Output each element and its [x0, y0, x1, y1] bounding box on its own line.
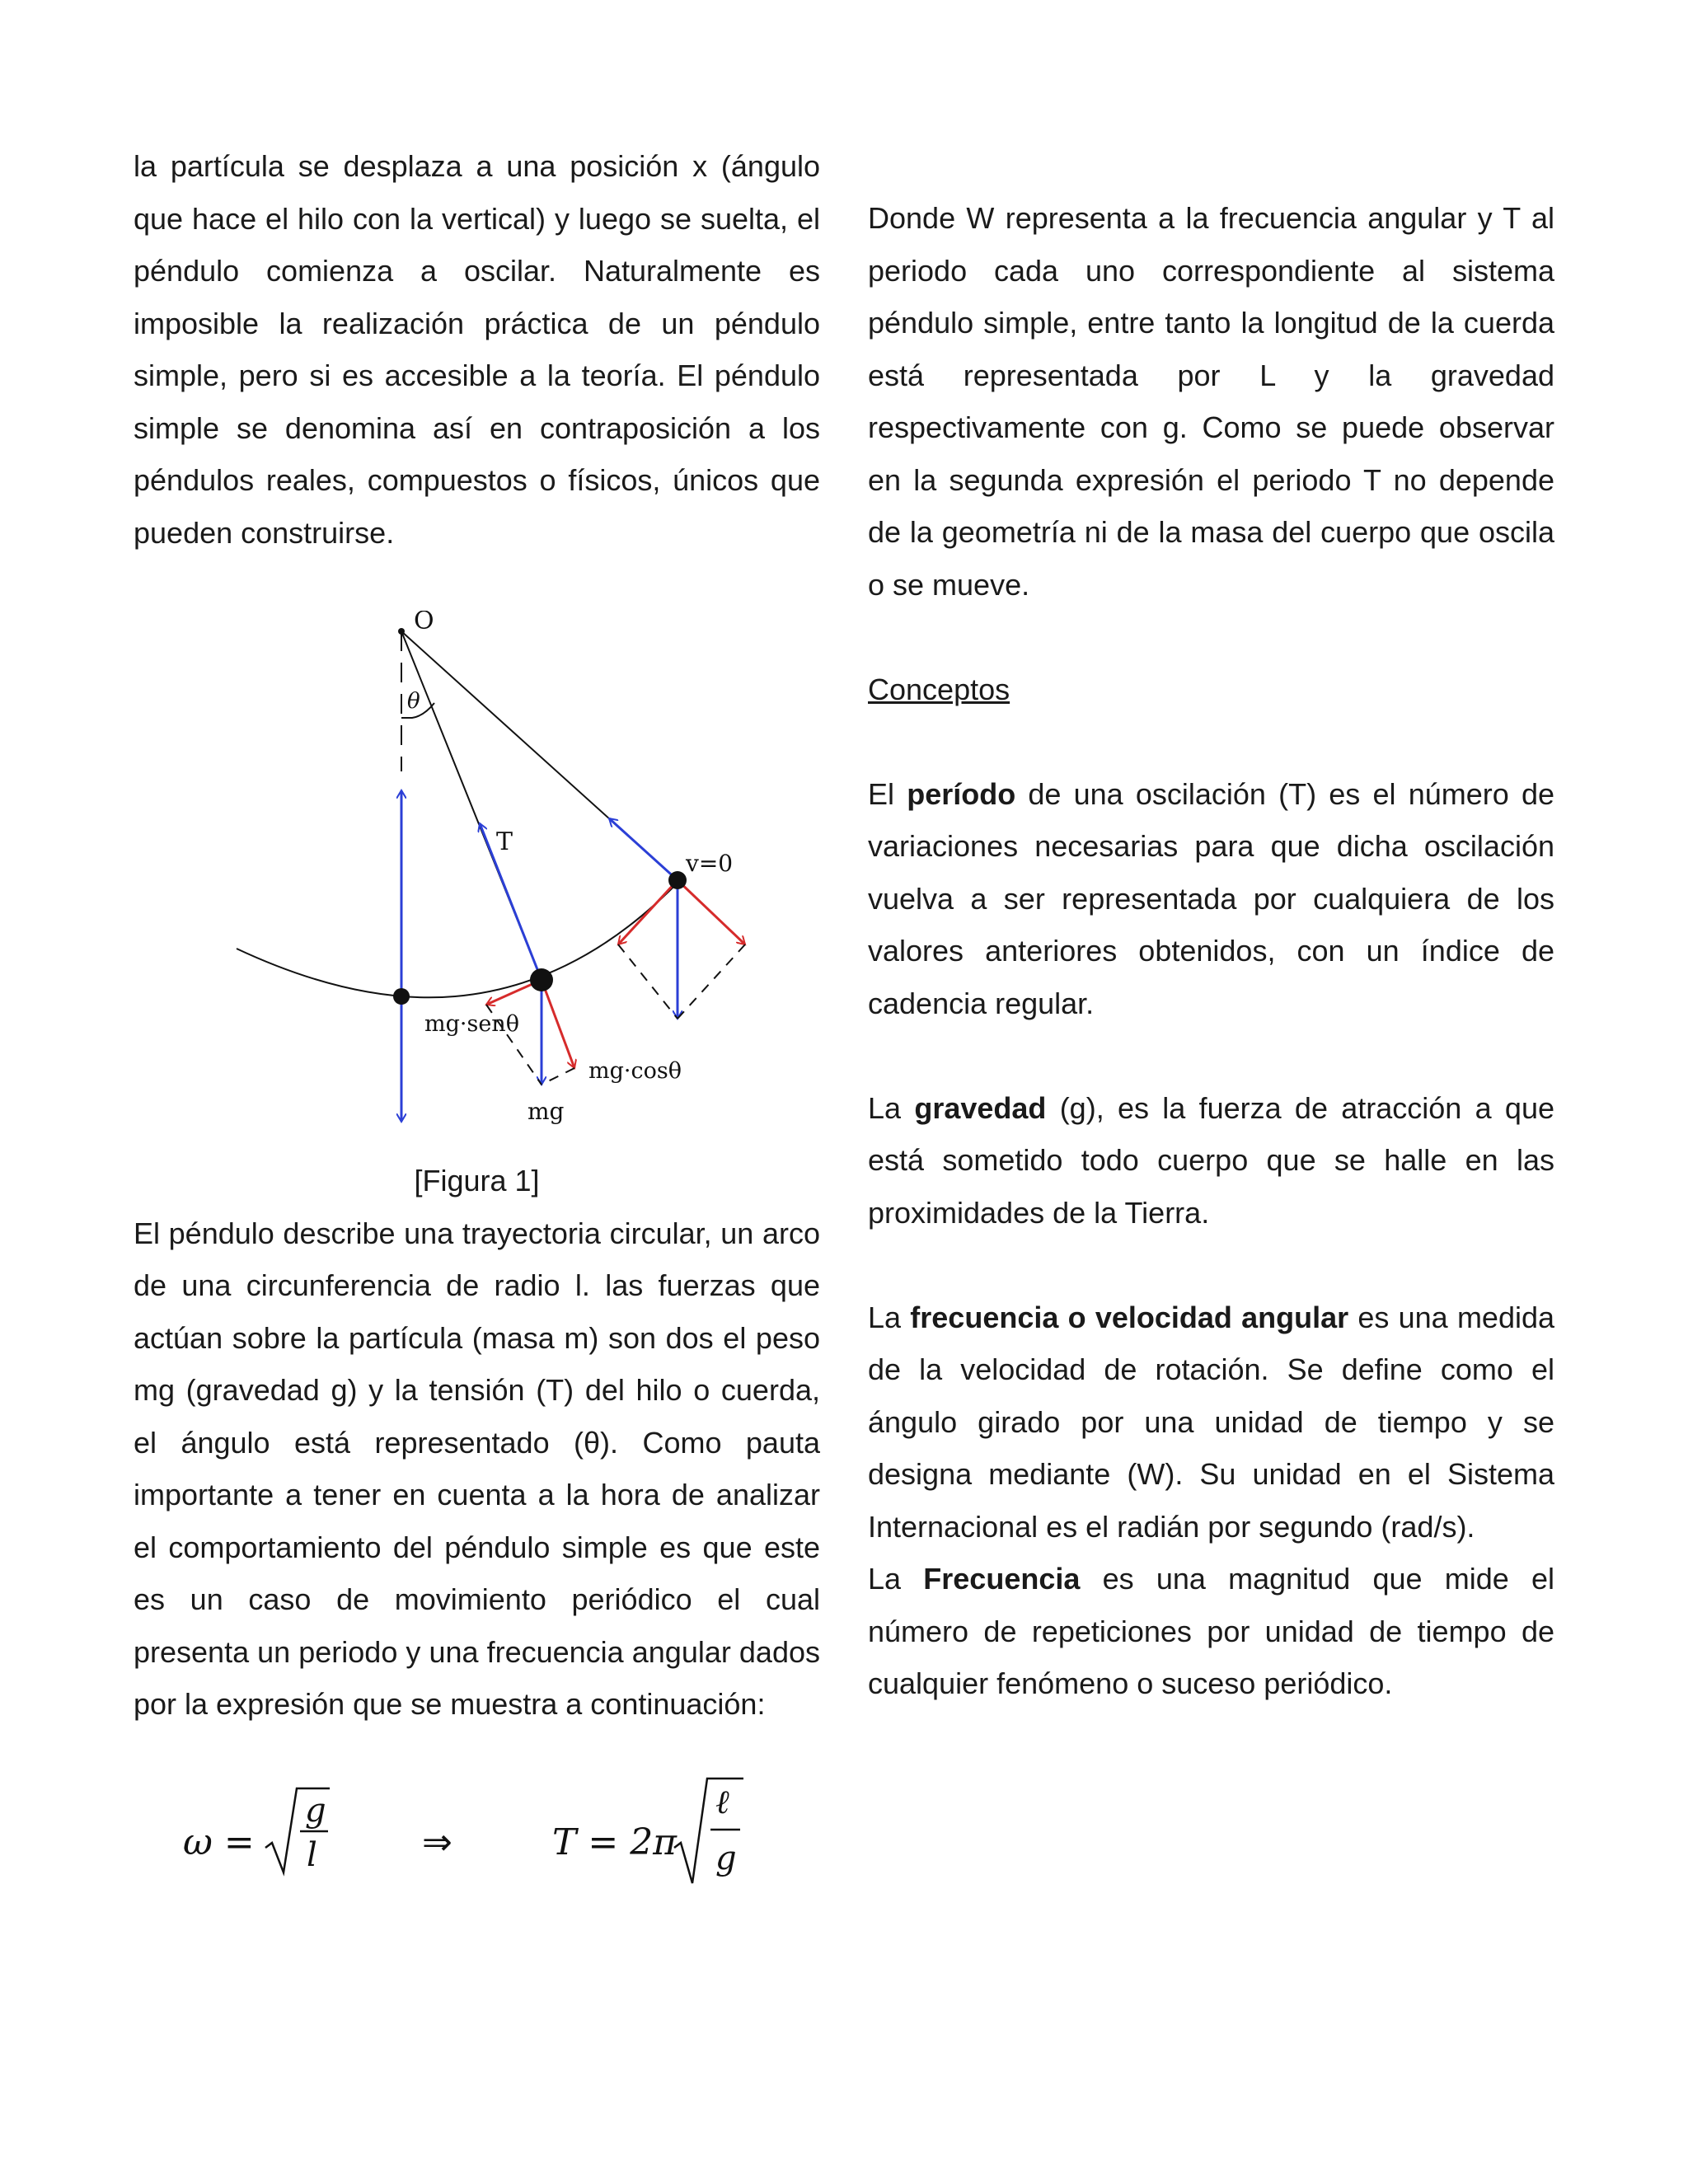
spacer: [868, 1239, 1554, 1291]
figure-caption: [Figura 1]: [414, 1164, 540, 1197]
definition-velocidad-angular: [868, 1291, 1554, 1554]
period-numerator: ℓ: [715, 1783, 729, 1821]
label-theta: θ: [407, 689, 420, 714]
pendulum-diagram: [208, 611, 768, 1155]
label-T: T: [496, 827, 513, 856]
spacer: [868, 715, 1554, 768]
definition-prefix: La: [868, 1090, 915, 1125]
definition-periodo: [868, 768, 1554, 1030]
period-denominator: g: [715, 1839, 737, 1877]
bob-right: [668, 871, 687, 889]
body-paragraph: El péndulo describe una trayectoria circular, un arco de una circunferencia de radio l. las fuerzas que actúan sobre la partícula (masa m) son dos el peso mg (gravedad g) y la tensión (T) del hilo o cuerda, el ángulo está representado (θ). Como pauta importante a tener en cuenta a la hora de analizar el comportamiento del péndulo simple es que este es un caso de movimiento periódico el cual presenta un periodo y una frecuencia angular dados por la expresión que se muestra a continuación:: [134, 1216, 820, 1721]
omega-numerator: g: [305, 1791, 326, 1830]
term-periodo: período: [907, 776, 1016, 811]
radial-arrow-middle: [542, 980, 574, 1068]
formula-block: [134, 1772, 820, 1904]
definition-text: es una medida de la velocidad de rotación. Se define como el ángulo girado por una unidad de tiempo y se designa mediante (W). Su unidad en el Sistema Internacional es el radián por segundo (rad/s).: [868, 1300, 1555, 1544]
label-v0: v=0: [686, 850, 734, 877]
dashed-right-right: [678, 944, 745, 1019]
left-column: [134, 140, 820, 1904]
definition-prefix: El: [868, 776, 907, 811]
formula-svg: [183, 1772, 776, 1904]
dashed-middle-right: [542, 1068, 574, 1085]
tension-arrow-right: [609, 818, 678, 880]
term-gravedad: gravedad: [914, 1090, 1047, 1125]
label-mg: mg: [528, 1098, 565, 1125]
bob-bottom: [393, 988, 410, 1005]
definition-prefix: La: [868, 1562, 924, 1596]
label-mgsen: mg·senθ: [424, 1011, 519, 1037]
definition-text: de una oscilación (T) es el número de variaciones necesarias para que dicha oscilación vuelva a ser representada por cualquiera de los valores anteriores obtenidos, con un índice de cadencia regular.: [868, 776, 1554, 1020]
trajectory-arc: [237, 879, 682, 997]
term-velocidad-angular: frecuencia o velocidad angular: [910, 1300, 1349, 1334]
right-column: [868, 192, 1554, 1710]
spacer: [868, 1029, 1554, 1082]
definition-frecuencia: [868, 1553, 1554, 1710]
bob-middle: [530, 968, 553, 991]
period-lhs: T = 2π: [552, 1821, 678, 1863]
radial-arrow-right: [678, 880, 745, 944]
explanation-paragraph: Donde W representa a la frecuencia angular y T al periodo cada uno correspondiente al sistema péndulo simple, entre tanto la longitud de la cuerda está representada por L y la gravedad respectivamente con g. Como se puede observar en la segunda expresión el periodo T no depende de la geometría ni de la masa del cuerpo que oscila o se mueve.: [868, 201, 1554, 602]
spacer: [868, 611, 1554, 663]
definition-prefix: La: [868, 1300, 911, 1334]
label-O: O: [414, 611, 434, 635]
implies-arrow: ⇒: [422, 1821, 452, 1863]
definition-gravedad: [868, 1082, 1554, 1240]
tangential-arrow-right: [618, 880, 678, 944]
pendulum-figure: [134, 611, 820, 1155]
label-mgcos: mg·cosθ: [588, 1058, 682, 1084]
section-heading: Conceptos: [868, 672, 1010, 706]
dashed-right-left: [618, 944, 678, 1019]
pivot-point: [398, 628, 405, 635]
definition-text: (g), es la fuerza de atracción a que está sometido todo cuerpo que se halle en las proximidades de la Tierra.: [868, 1090, 1554, 1230]
term-frecuencia: Frecuencia: [923, 1562, 1081, 1596]
definition-text: es una magnitud que mide el número de repeticiones por unidad de tiempo de cualquier fenómeno o suceso periódico.: [868, 1562, 1555, 1700]
omega-lhs: ω =: [183, 1821, 255, 1863]
intro-paragraph: la partícula se desplaza a una posición x (ángulo que hace el hilo con la vertical) y luego se suelta, el péndulo comienza a oscilar. Naturalmente es imposible la realización práctica de un péndulo simple, pero si es accesible a la teoría. El péndulo simple se denomina así en contraposición a los péndulos reales, compuestos o físicos, únicos que pueden construirse.: [134, 149, 820, 550]
omega-denominator: l: [307, 1835, 317, 1874]
